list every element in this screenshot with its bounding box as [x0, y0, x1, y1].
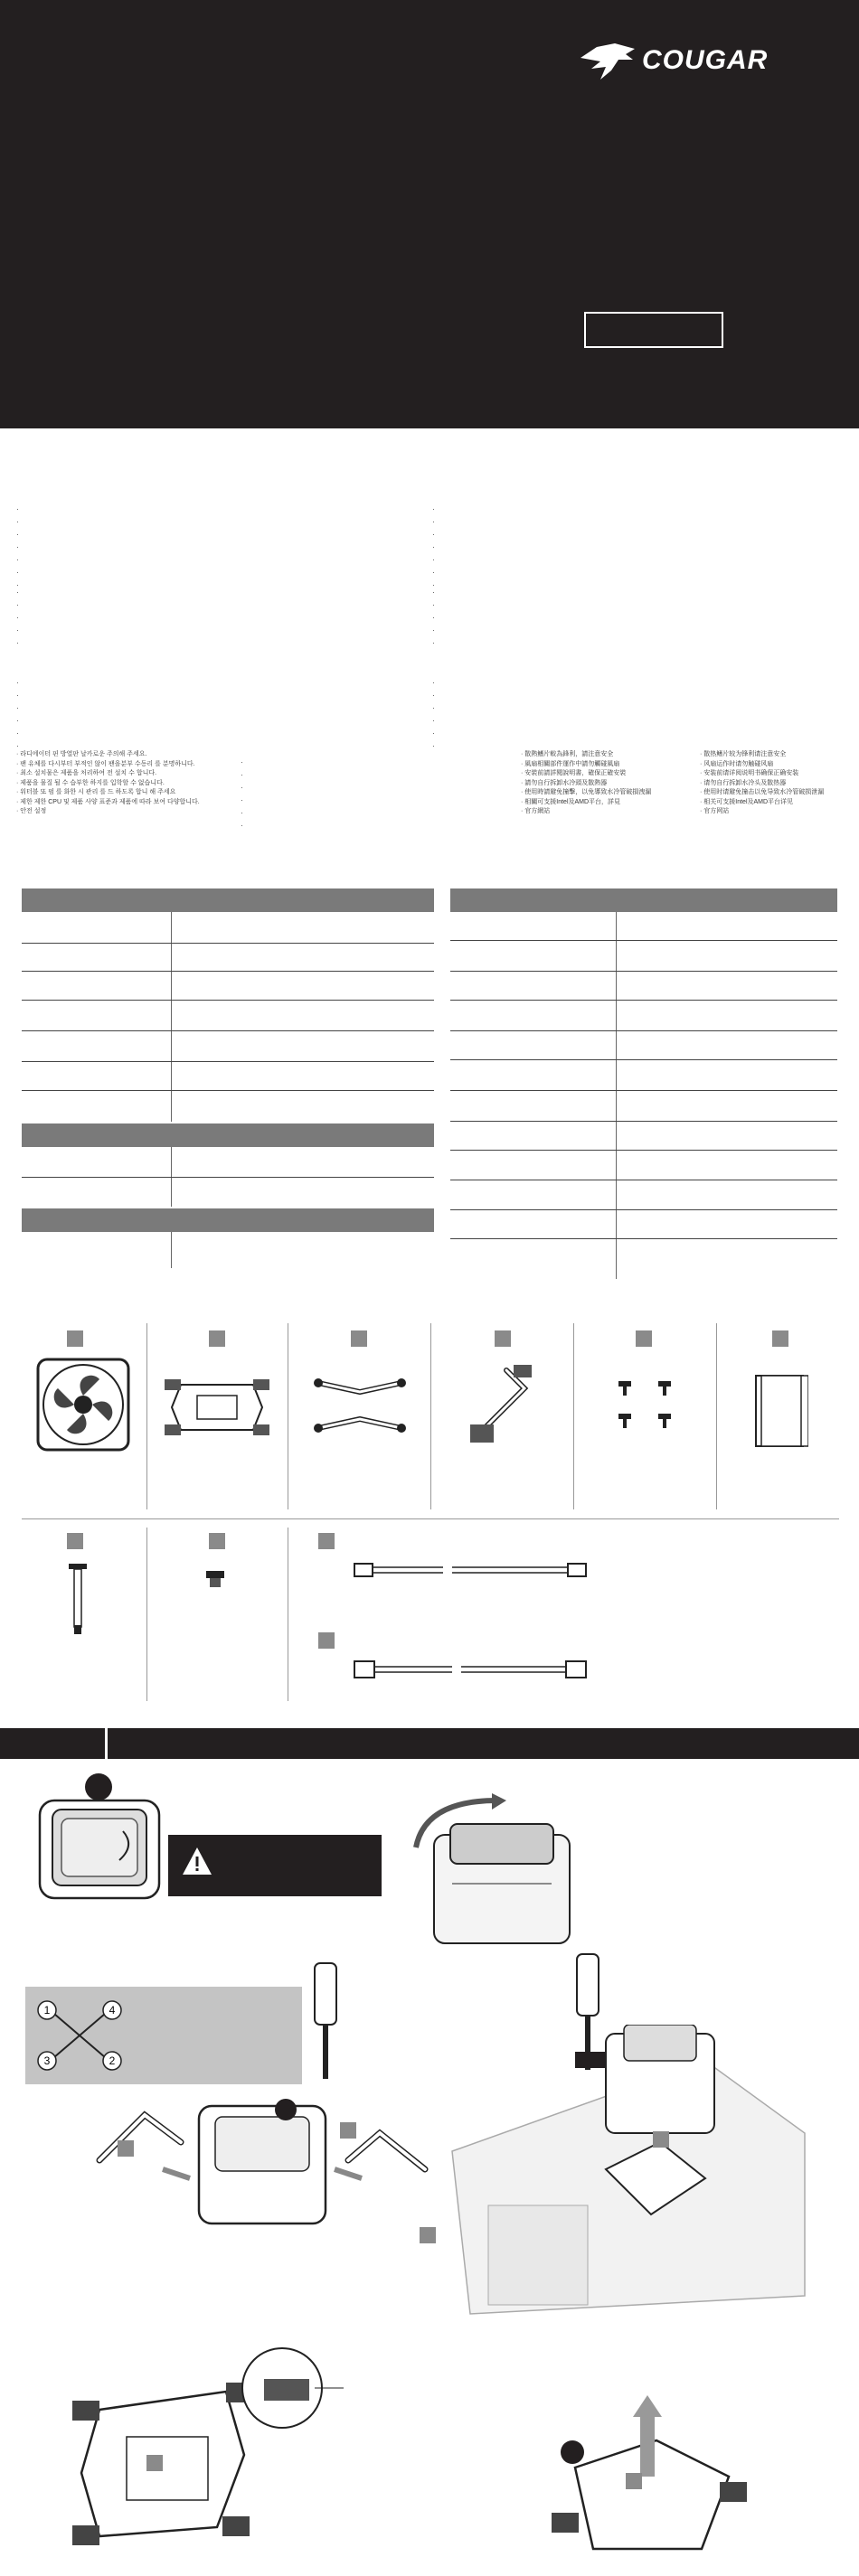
order-label: 3: [43, 2054, 51, 2067]
pump-block-icon: [36, 1791, 163, 1909]
table-row: [22, 1090, 434, 1091]
table-row: [450, 1238, 837, 1239]
note-line: · 风扇运作时请勿触碰风扇: [700, 760, 774, 767]
step-number-tab: [0, 1728, 108, 1759]
part-badge: [772, 1330, 788, 1347]
note-line: · 请勿自行拆卸水冷头及散热器: [700, 779, 787, 786]
thermal-pad-icon: [754, 1374, 808, 1450]
table-header: [22, 1208, 434, 1232]
note-line: · 官方網站: [521, 808, 551, 814]
table-row: [450, 1121, 837, 1122]
table-header: [450, 888, 837, 912]
order-label: 2: [109, 2054, 116, 2067]
cougar-head-icon: [579, 40, 642, 85]
brand-logo: [579, 40, 823, 85]
screws-icon: [611, 1376, 684, 1439]
table-header: [22, 888, 434, 912]
part-badge: [67, 1533, 83, 1549]
table-row: [450, 1059, 837, 1060]
part-badge: [340, 2122, 356, 2139]
notes-simplified-chinese: [700, 750, 824, 817]
table-row: [450, 971, 837, 972]
part-badge: [318, 1533, 335, 1549]
note-line: · 風扇相關部件運作中請勿觸碰風扇: [521, 760, 620, 767]
table-row: [450, 1209, 837, 1210]
notes-ru-dots: · · · · · ·: [432, 678, 435, 750]
table-row: [22, 943, 434, 944]
note-line: · 相关可支援Intel及AMD平台详见: [700, 798, 794, 805]
note-line: · 散熱鰭片較為鋒利，請注意安全: [521, 751, 614, 757]
notes-traditional-chinese: [521, 750, 651, 817]
part-badge: [67, 1330, 83, 1347]
zoom-detail-circle: [237, 2343, 345, 2433]
note-line: · 제품을 물질 될 수 습부한 하지를 입학할 수 없습니다.: [16, 779, 165, 786]
note-line: · 使用时请避免撞击以免导致水冷管破损泄漏: [700, 789, 825, 795]
note-line: · 라디에이터 핀 방열판 날카로운 주의해 주세요.: [16, 751, 147, 757]
table-row: [22, 1061, 434, 1062]
part-badge: [351, 1330, 367, 1347]
part-badge: [318, 1632, 335, 1649]
table-row: [22, 1177, 434, 1178]
warning-box: [168, 1835, 382, 1896]
part-badge: [653, 2131, 669, 2148]
order-label: 1: [43, 2004, 51, 2017]
bracket-install-illustration: [90, 2070, 434, 2260]
argb-cable-icon: [353, 1556, 590, 1584]
table-row: [22, 1030, 434, 1031]
notes-it-dots: · · · · ·: [432, 588, 435, 647]
note-line: · 請勿自行拆卸水冷頭及散熱器: [521, 779, 608, 786]
table-row: [22, 971, 434, 972]
part-badge: [209, 1533, 225, 1549]
notes-en-dots: · · · · · · ·: [16, 504, 19, 589]
note-line: · 최소 설치물은 제품을 처리하여 전 설치 수 합니다.: [16, 770, 157, 776]
note-line: · 팬 유체를 다시부터 부적인 않이 팬을분부 수동리 를 분명하니다.: [16, 760, 195, 767]
note-line: · 散热鳍片较为锋利请注意安全: [700, 751, 787, 757]
amd-bracket-icon: [461, 1361, 543, 1452]
table-row: [450, 1030, 837, 1031]
note-line: · 제한 제한 CPU 및 제품 사양 표준과 제품에 따라 보여 다양합니다.: [16, 798, 200, 805]
brand-name: COUGAR: [642, 45, 769, 75]
model-name-box: [584, 312, 723, 348]
part-badge: [495, 1330, 511, 1347]
pump-rotate-illustration: [398, 1793, 588, 1960]
standoff-screw-icon: [67, 1562, 89, 1638]
table-row: [450, 940, 837, 941]
step-badge: [561, 2440, 584, 2464]
note-line: · 安装前请详阅说明书确保正确安装: [700, 770, 799, 776]
fan-cable-icon: [353, 1656, 590, 1683]
part-badge: [146, 2455, 163, 2471]
note-line: · 使用時請避免撞擊，以免導致水冷管破損洩漏: [521, 789, 652, 795]
screwdriver-icon: [307, 1961, 344, 2088]
tighten-order-icon: [34, 1998, 125, 2073]
notes-jp-dots: · · · · · ·: [241, 757, 243, 830]
note-line: · 워터블 또 펌 를 화한 시 관리 를 드 하도록 합니 해 주세요: [16, 789, 176, 795]
part-badge: [209, 1330, 225, 1347]
order-label: 4: [109, 2004, 116, 2017]
notes-es-dots: · · · · · ·: [16, 678, 19, 750]
table-header: [22, 1123, 434, 1147]
notes-korean: [16, 750, 200, 817]
backplate-remove-illustration: [539, 2395, 756, 2567]
table-row: [450, 1090, 837, 1091]
installation-step-bar: [0, 1728, 859, 1759]
step-badge: [275, 2099, 297, 2120]
table-row: [22, 1000, 434, 1001]
mounting-bracket-icon: [306, 1365, 416, 1452]
table-row: [450, 1000, 837, 1001]
part-badge: [118, 2140, 134, 2157]
note-line: · 안전 설정: [16, 808, 47, 814]
note-line: · 安裝前請詳閱說明書，確保正確安裝: [521, 770, 627, 776]
notes-de-dots: · · · · ·: [16, 588, 19, 647]
part-badge: [636, 1330, 652, 1347]
note-line: · 相關可支援Intel及AMD平台，詳見: [521, 798, 621, 805]
fan-icon: [36, 1358, 130, 1452]
intel-backplate-icon: [163, 1367, 271, 1448]
table-row: [450, 1150, 837, 1151]
table-column-divider: [616, 912, 617, 1279]
motherboard-install-illustration: [434, 2025, 814, 2323]
table-column-divider: [171, 1232, 172, 1268]
part-badge: [626, 2473, 642, 2489]
note-line: · 官方网站: [700, 808, 730, 814]
notes-fr-dots: · · · · · · ·: [432, 504, 435, 589]
warning-icon: [181, 1846, 213, 1876]
nut-icon: [203, 1567, 228, 1593]
